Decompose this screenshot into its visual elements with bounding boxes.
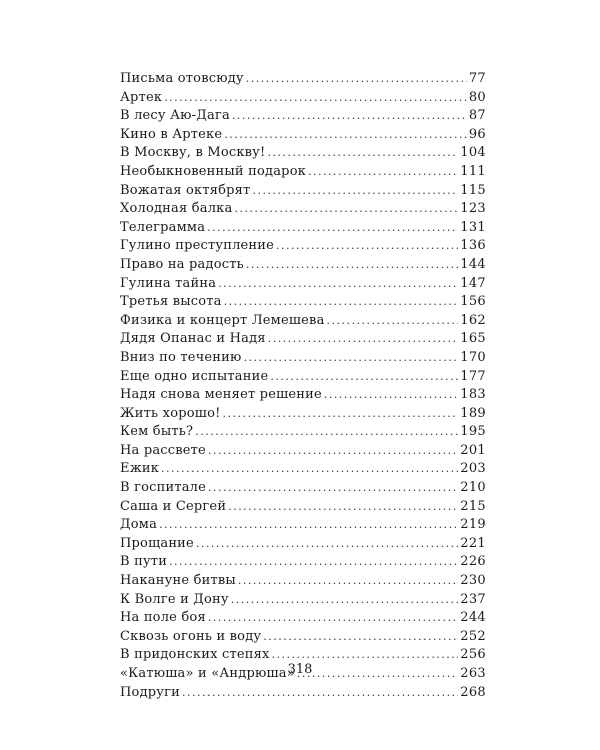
dot-leader	[208, 609, 458, 628]
toc-entry-title: Сквозь огонь и воду	[120, 628, 262, 644]
toc-entry-title: Саша и Сергей	[120, 498, 227, 514]
toc-entry-page-number: 201	[460, 442, 486, 458]
toc-entry-title: Еще одно испытание	[120, 368, 269, 384]
toc-entry-title: В лесу Аю-Дага	[120, 108, 230, 124]
toc-entry	[120, 349, 486, 368]
toc-entry-title: Вниз по течению	[120, 349, 242, 365]
toc-entry	[120, 256, 486, 275]
toc-entry-page-number: 221	[460, 535, 486, 551]
toc-entry-page-number: 136	[460, 238, 486, 254]
toc-entry-title: Физика и концерт Лемешева	[120, 312, 325, 328]
dot-leader	[246, 256, 458, 275]
toc-entry-page-number: 268	[460, 684, 486, 700]
toc-entry-title: Третья высота	[120, 294, 222, 310]
toc-entry	[120, 535, 486, 554]
toc-entry	[120, 516, 486, 535]
toc-entry-page-number: 144	[460, 256, 486, 272]
dot-leader	[234, 200, 458, 219]
dot-leader	[231, 591, 459, 610]
toc-entry	[120, 553, 486, 572]
toc-entry-page-number: 156	[460, 294, 486, 310]
toc-entry-title: Ежик	[120, 461, 160, 477]
dot-leader	[252, 182, 458, 201]
toc-entry	[120, 479, 486, 498]
dot-leader	[276, 237, 458, 256]
toc-entry-page-number: 183	[460, 387, 486, 403]
toc-entry	[120, 144, 486, 163]
dot-leader	[267, 144, 458, 163]
toc-entry-page-number: 80	[468, 89, 486, 105]
dot-leader	[324, 386, 458, 405]
dot-leader	[223, 405, 459, 424]
toc-entry-page-number: 104	[460, 145, 486, 161]
toc-entry-title: Письма отовсюду	[120, 71, 244, 86]
toc-entry	[120, 684, 486, 703]
toc-entry-title: Холодная балка	[120, 201, 233, 217]
toc-entry-page-number: 96	[468, 126, 486, 142]
toc-entry-title: Артек	[120, 89, 163, 105]
toc-entry-title: Вожатая октябрят	[120, 182, 251, 198]
toc-entry-title: В придонских степях	[120, 647, 270, 663]
toc-entry-title: Телеграмма	[120, 219, 206, 235]
toc-entry-title: В госпитале	[120, 480, 207, 496]
dot-leader	[228, 498, 458, 517]
dot-leader	[268, 330, 459, 349]
toc-entry	[120, 89, 486, 108]
table-of-contents	[120, 70, 486, 702]
dot-leader	[208, 479, 458, 498]
toc-entry-title: Право на радость	[120, 256, 244, 272]
toc-entry-title: На поле боя	[120, 610, 206, 626]
toc-entry	[120, 460, 486, 479]
toc-entry-title: На рассвете	[120, 442, 206, 458]
toc-entry-title: Подруги	[120, 684, 181, 700]
toc-entry-title: Надя снова меняет решение	[120, 387, 322, 403]
toc-entry-title: Гулина тайна	[120, 275, 217, 291]
dot-leader	[244, 349, 459, 368]
toc-entry-page-number: 252	[460, 628, 486, 644]
toc-entry-page-number: 230	[460, 573, 486, 589]
toc-entry-title: Гулино преступление	[120, 238, 275, 254]
toc-entry-page-number: 87	[468, 108, 486, 124]
toc-entry-page-number: 210	[460, 480, 486, 496]
toc-entry-page-number: 115	[460, 182, 486, 198]
toc-entry-page-number: 256	[460, 647, 486, 663]
dot-leader	[207, 219, 458, 238]
toc-entry	[120, 293, 486, 312]
toc-entry-title: В Москву, в Москву!	[120, 145, 266, 161]
dot-leader	[196, 535, 458, 554]
toc-entry	[120, 107, 486, 126]
toc-entry-title: Прощание	[120, 535, 194, 551]
toc-entry-page-number: 131	[460, 219, 486, 235]
toc-entry	[120, 312, 486, 331]
toc-entry-page-number: 123	[460, 201, 486, 217]
dot-leader	[224, 293, 459, 312]
dot-leader	[169, 553, 458, 572]
toc-entry	[120, 591, 486, 610]
toc-entry-title: К Волге и Дону	[120, 591, 229, 607]
dot-leader	[159, 516, 458, 535]
toc-entry	[120, 386, 486, 405]
toc-entry	[120, 368, 486, 387]
dot-leader	[327, 312, 459, 331]
dot-leader	[238, 572, 458, 591]
toc-entry-page-number: 170	[460, 349, 486, 365]
toc-entry	[120, 70, 486, 89]
toc-entry-page-number: 162	[460, 312, 486, 328]
toc-entry-title: Необыкновенный подарок	[120, 163, 307, 179]
toc-entry-page-number: 244	[460, 610, 486, 626]
toc-entry-page-number: 263	[460, 666, 486, 681]
dot-leader	[224, 126, 467, 145]
toc-entry	[120, 330, 486, 349]
toc-entry-title: Кем быть?	[120, 424, 194, 440]
toc-entry	[120, 182, 486, 201]
toc-entry	[120, 126, 486, 145]
toc-entry-page-number: 195	[460, 424, 486, 440]
toc-entry-page-number: 165	[460, 331, 486, 347]
toc-entry	[120, 423, 486, 442]
toc-entry-title: Кино в Артеке	[120, 126, 223, 142]
toc-entry-page-number: 77	[468, 71, 486, 86]
dot-leader	[218, 275, 458, 294]
dot-leader	[270, 368, 458, 387]
toc-entry	[120, 237, 486, 256]
toc-entry-title: Дома	[120, 517, 158, 533]
toc-entry-page-number: 177	[460, 368, 486, 384]
dot-leader	[232, 107, 467, 126]
dot-leader	[308, 163, 458, 182]
toc-entry-page-number: 203	[460, 461, 486, 477]
toc-entry-title: Дядя Опанас и Надя	[120, 331, 266, 347]
toc-entry-title: Накануне битвы	[120, 573, 236, 589]
dot-leader	[164, 89, 467, 108]
dot-leader	[195, 423, 458, 442]
toc-entry	[120, 628, 486, 647]
dot-leader	[182, 684, 458, 703]
page-number: 318	[287, 662, 313, 677]
toc-entry	[120, 572, 486, 591]
toc-entry-page-number: 147	[460, 275, 486, 291]
dot-leader	[208, 442, 458, 461]
toc-entry-page-number: 219	[460, 517, 486, 533]
toc-entry	[120, 219, 486, 238]
toc-entry-page-number: 111	[460, 163, 486, 179]
toc-entry	[120, 498, 486, 517]
toc-entry-title: Жить хорошо!	[120, 405, 221, 421]
toc-entry-title: «Катюша» и «Андрюша»	[120, 666, 295, 681]
dot-leader	[161, 460, 458, 479]
dot-leader	[246, 70, 467, 89]
toc-entry	[120, 275, 486, 294]
toc-entry	[120, 163, 486, 182]
toc-entry-page-number: 215	[460, 498, 486, 514]
toc-entry-page-number: 189	[460, 405, 486, 421]
toc-entry	[120, 609, 486, 628]
toc-entry-title: В пути	[120, 554, 168, 570]
toc-entry	[120, 200, 486, 219]
toc-entry	[120, 442, 486, 461]
dot-leader	[263, 628, 458, 647]
toc-entry	[120, 405, 486, 424]
toc-entry-page-number: 226	[460, 554, 486, 570]
toc-entry-page-number: 237	[460, 591, 486, 607]
